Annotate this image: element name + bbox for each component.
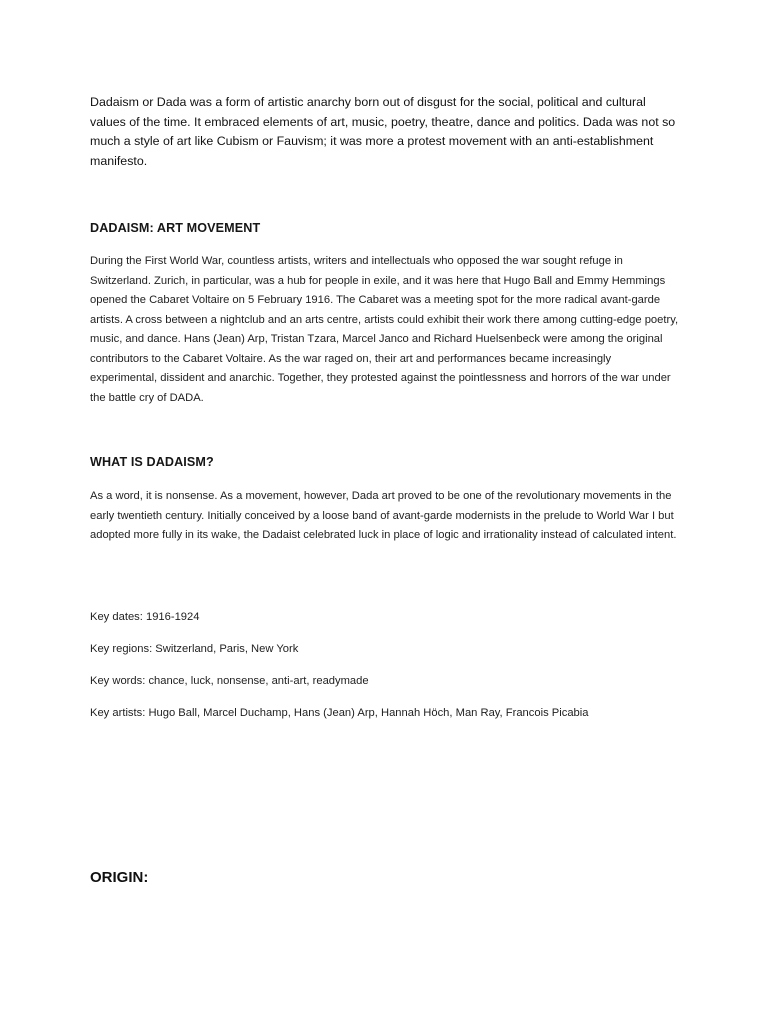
intro-paragraph: Dadaism or Dada was a form of artistic anarchy born out of disgust for the social, political and cultural values of the time. It embraced elements of art, music, poetry, theatre, dance and politics. Dada was not so much a style of art like Cubism or Fauvism; it was more a protest movement with an anti-establishment manifesto.	[90, 95, 676, 168]
key-words: Key words: chance, luck, nonsense, anti-art, readymade	[90, 675, 369, 687]
key-regions: Key regions: Switzerland, Paris, New York	[90, 643, 299, 655]
origin-heading: ORIGIN:	[90, 869, 149, 886]
key-dates: Key dates: 1916-1924	[90, 611, 200, 623]
section-heading-what-is-dadaism: WHAT IS DADAISM?	[90, 455, 214, 469]
what-is-dadaism-paragraph: As a word, it is nonsense. As a movement, however, Dada art proved to be one of the revolutionary movements in the early twentieth century. Initially conceived by a loose band of avant-garde modernists in the prelude to World War I but adopted more fully in its wake, the Dadaist celebrated luck in place of logic and irrationality instead of calculated intent.	[90, 490, 677, 541]
section-heading-art-movement: DADAISM: ART MOVEMENT	[90, 221, 261, 235]
key-artists: Key artists: Hugo Ball, Marcel Duchamp, Hans (Jean) Arp, Hannah Höch, Man Ray, Francois Picabia	[90, 707, 589, 719]
art-movement-paragraph: During the First World War, countless artists, writers and intellectuals who opposed the war sought refuge in Switzerland. Zurich, in particular, was a hub for people in exile, and it was here that Hugo Ball and Emmy Hemmings opened the Cabaret Voltaire on 5 February 1916. The Cabaret was a meeting spot for the more radical avant-garde artists. A cross between a nightclub and an arts centre, artists could exhibit their work there among cutting-edge poetry, music, and dance. Hans (Jean) Arp, Tristan Tzara, Marcel Janco and Richard Huelsenbeck were among the original contributors to the Cabaret Voltaire. As the war raged on, their art and performances became increasingly experimental, dissident and anarchic. Together, they protested against the pointlessness and horrors of the war under the battle cry of DADA.	[90, 255, 679, 404]
